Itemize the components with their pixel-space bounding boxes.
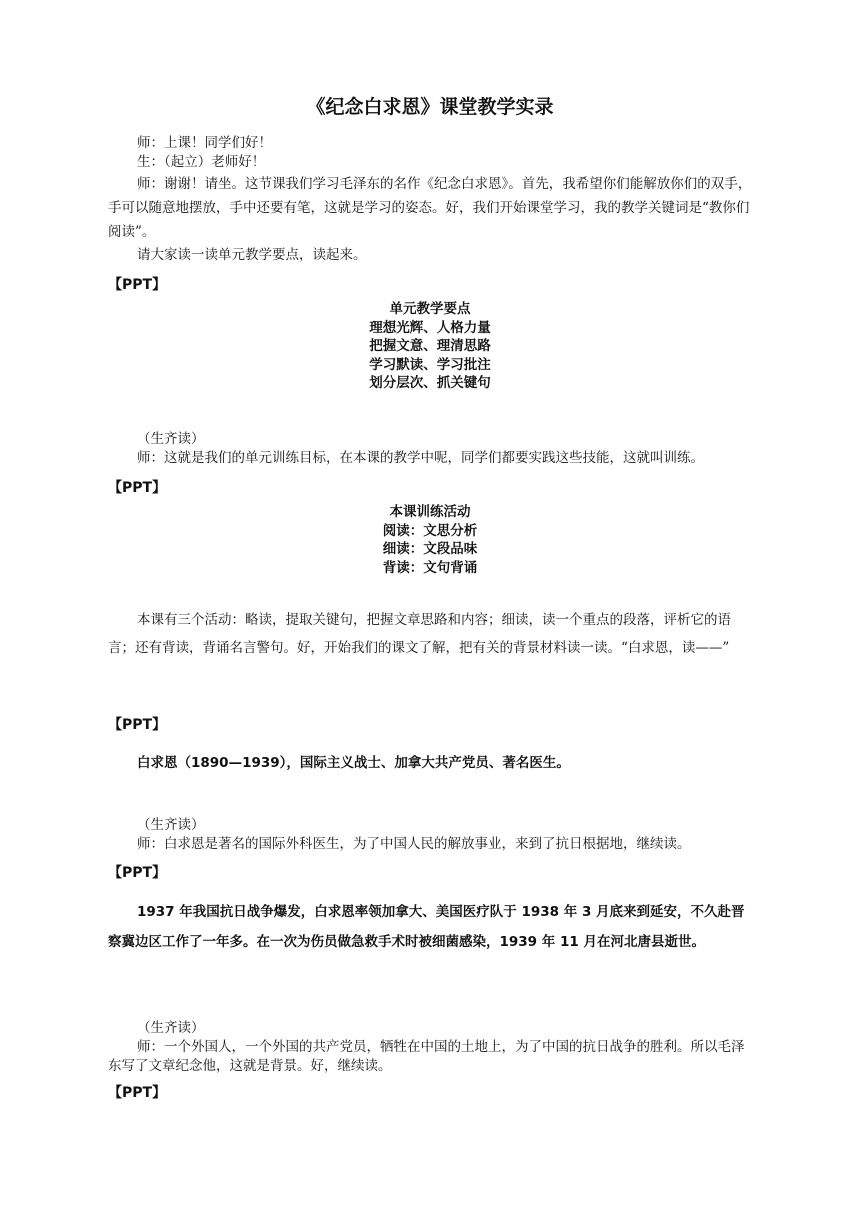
dialogue-teacher-intro: 师：谢谢！请坐。这节课我们学习毛泽东的名作《纪念白求恩》。首先，我希望你们能解放你们的双手，手可以随意地摆放，手中还要有笔，这就是学习的姿态。好，我们开始课堂学习，我的教学关键词是“教你们阅读”。 <box>108 176 752 240</box>
dialogue-teacher-bethune: 师：白求恩是著名的国际外科医生，为了中国人民的解放事业，来到了抗日根据地，继续读。 <box>137 836 691 852</box>
students-read-note: （生齐读） <box>137 431 205 447</box>
unit-points-box <box>0 300 860 393</box>
bethune-history: 1937 年我国抗日战争爆发，白求恩率领加拿大、美国医疗队于 1938 年 3 月底来到延安，不久赴晋察冀边区工作了一年多。在一次为伤员做急救手术时被细菌感染，1939 年 11 月在河北唐县逝世。 <box>108 904 745 950</box>
ppt-label: 【PPT】 <box>108 717 167 733</box>
activities-box <box>0 503 860 577</box>
unit-points-line: 理想光辉、人格力量 <box>369 319 491 336</box>
ppt-label: 【PPT】 <box>108 1085 167 1101</box>
dialogue-teacher-greeting: 师：上课！同学们好！ <box>137 135 272 151</box>
bethune-bio: 白求恩（1890—1939），国际主义战士、加拿大共产党员、著名医生。 <box>137 755 570 771</box>
activities-line: 细读：文段品味 <box>382 541 478 557</box>
ppt-label: 【PPT】 <box>108 480 167 496</box>
dialogue-teacher-instruction: 请大家读一读单元教学要点，读起来。 <box>137 247 367 263</box>
students-read-note: （生齐读） <box>137 817 205 833</box>
students-read-note: （生齐读） <box>137 1020 205 1036</box>
dialogue-teacher-training: 师：这就是我们的单元训练目标，在本课的教学中呢，同学们都要实践这些技能，这就叫训练。 <box>137 450 704 466</box>
document-title: 《纪念白求恩》课堂教学实录 <box>306 96 554 118</box>
ppt-label: 【PPT】 <box>108 865 167 881</box>
activities-heading: 本课训练活动 <box>389 504 471 520</box>
dialogue-teacher-activities: 本课有三个活动：略读，提取关键句，把握文章思路和内容；细读，读一个重点的段落，评析它的语言；还有背读，背诵名言警句。好，开始我们的课文了解，把有关的背景材料读一读。“白求恩，读——” <box>108 612 731 656</box>
dialogue-student-reply: 生：（起立）老师好！ <box>137 154 266 170</box>
unit-points-heading: 单元教学要点 <box>389 301 471 317</box>
unit-points-line: 划分层次、抓关键句 <box>369 375 491 391</box>
activities-line: 阅读：文思分析 <box>382 522 478 539</box>
unit-points-line: 学习默读、学习批注 <box>369 356 491 373</box>
dialogue-teacher-background: 师：一个外国人，一个外国的共产党员，牺牲在中国的土地上，为了中国的抗日战争的胜利。所以毛泽东写了文章纪念他，这就是背景。好，继续读。 <box>108 1039 745 1074</box>
ppt-label: 【PPT】 <box>108 277 167 293</box>
activities-line: 背读：文句背诵 <box>382 559 478 576</box>
unit-points-line: 把握文意、理清思路 <box>369 338 491 354</box>
